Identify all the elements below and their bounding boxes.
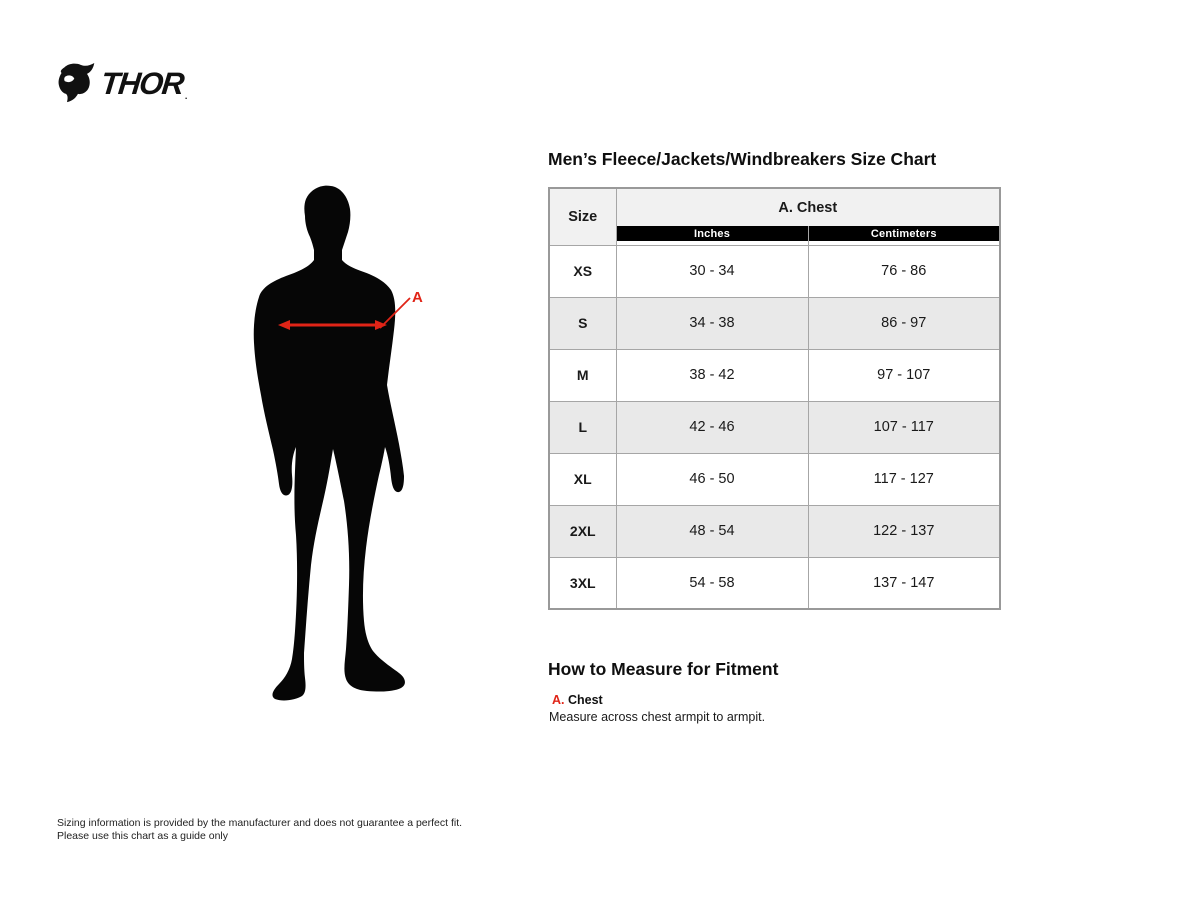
size-cell: S	[549, 297, 616, 349]
size-cell: 3XL	[549, 557, 616, 609]
body-silhouette	[254, 186, 405, 701]
inches-cell: 30 - 34	[616, 245, 808, 297]
measure-item-letter: A.	[552, 693, 565, 707]
how-to-measure-heading: How to Measure for Fitment	[548, 659, 779, 679]
size-cell: L	[549, 401, 616, 453]
size-column-header: Size	[549, 188, 616, 245]
centimeters-column-header: Centimeters	[809, 226, 1000, 241]
centimeters-cell: 97 - 107	[808, 349, 1000, 401]
table-row	[549, 245, 1000, 297]
inches-column-header: Inches	[617, 226, 808, 241]
table-row	[549, 453, 1000, 505]
table-row	[549, 349, 1000, 401]
table-row	[549, 297, 1000, 349]
measure-item-name: Chest	[564, 693, 603, 707]
disclaimer	[57, 817, 462, 843]
size-chart-title: Men’s Fleece/Jackets/Windbreakers Size Chart	[548, 149, 937, 169]
chest-group-header: A. Chest	[616, 188, 1000, 226]
measurement-figure	[253, 183, 433, 703]
brand-logo	[57, 62, 187, 104]
centimeters-cell: 107 - 117	[808, 401, 1000, 453]
size-cell: XL	[549, 453, 616, 505]
inches-cell: 48 - 54	[616, 505, 808, 557]
disclaimer-line-1: Sizing information is provided by the manufacturer and does not guarantee a perfect fit.	[57, 817, 463, 829]
thor-logo-icon	[57, 62, 97, 104]
inches-cell: 34 - 38	[616, 297, 808, 349]
size-cell: XS	[549, 245, 616, 297]
size-cell: 2XL	[549, 505, 616, 557]
table-row	[549, 505, 1000, 557]
inches-cell: 42 - 46	[616, 401, 808, 453]
disclaimer-line-2: Please use this chart as a guide only	[57, 830, 229, 842]
centimeters-cell: 86 - 97	[808, 297, 1000, 349]
thor-logo-text: THOR	[99, 65, 185, 101]
table-row	[549, 401, 1000, 453]
inches-cell: 46 - 50	[616, 453, 808, 505]
centimeters-cell: 76 - 86	[808, 245, 1000, 297]
inches-cell: 54 - 58	[616, 557, 808, 609]
centimeters-cell: 137 - 147	[808, 557, 1000, 609]
size-cell: M	[549, 349, 616, 401]
centimeters-cell: 122 - 137	[808, 505, 1000, 557]
inches-cell: 38 - 42	[616, 349, 808, 401]
table-row	[549, 557, 1000, 609]
measure-item-description: Measure across chest armpit to armpit.	[549, 710, 766, 724]
thor-logo-mark: .	[184, 91, 188, 101]
size-chart-table	[548, 187, 1001, 610]
measurement-label: A	[412, 289, 423, 306]
centimeters-cell: 117 - 127	[808, 453, 1000, 505]
measure-item	[552, 693, 603, 707]
